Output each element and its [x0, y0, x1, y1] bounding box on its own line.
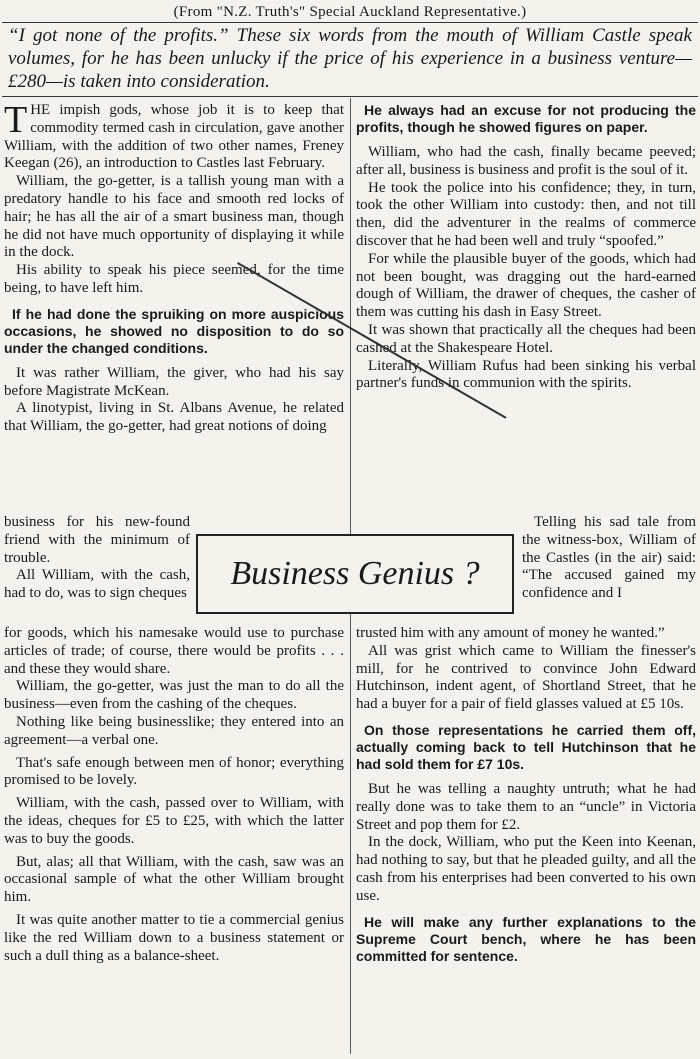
paragraph: He took the police into his confidence; they, in turn, took the other William into custody: then, and not till then, did the adventurer in the realms of commerce discover that he had been well and truly “spoofed.”	[356, 179, 696, 249]
subheading-box: Business Genius ?	[196, 534, 514, 614]
bold-paragraph: He always had an excuse for not producing the profits, though he showed figures on paper.	[356, 102, 696, 135]
column-2	[356, 102, 696, 512]
paragraph: It was rather William, the giver, who had his say before Magistrate McKean.	[4, 364, 344, 399]
paragraph: It was quite another matter to tie a commercial genius like the red William down to a business statement or such a dull thing as a balance-sheet.	[4, 911, 344, 964]
paragraph: Nothing like being businesslike; they entered into an agreement—a verbal one.	[4, 713, 344, 748]
paragraph: Literally, William Rufus had been sinking his verbal partner's funds in communion with the spirits.	[356, 357, 696, 392]
wrap-left-text	[4, 514, 190, 624]
top-rule	[2, 22, 698, 23]
paragraph: William, the go-getter, is a tallish young man with a predatory handle to his face and smooth red locks of hair; he has all the air of a smart business man, though he did not have much opportunity of displaying it while in the dock.	[4, 173, 344, 261]
drop-cap: T	[4, 99, 28, 141]
column-4	[356, 625, 696, 1055]
paragraph: Telling his sad tale from the witness-box, William of the Castles (in the air) said: “The accused gained my confidence and I	[522, 514, 696, 602]
paragraph: trusted him with any amount of money he wanted.”	[356, 625, 665, 641]
wrap-right-text	[522, 514, 696, 624]
intro-paragraph	[4, 99, 344, 173]
paragraph: It was shown that practically all the cheques had been cashed at the Shakespeare Hotel.	[356, 321, 696, 356]
deck-rule	[2, 96, 698, 97]
column-3	[4, 625, 344, 1055]
bold-paragraph: On those representations he carried them off, actually coming back to tell Hutchinson that he had sold them for £7 10s.	[356, 721, 696, 772]
paragraph: That's safe enough between men of honor; everything promised to be lovely.	[4, 754, 344, 789]
paragraph: business for his new-found friend with the minimum of trouble.	[4, 514, 190, 566]
paragraph: But, alas; all that William, with the cash, saw was an occasional sample of what the other William brought him.	[4, 853, 344, 906]
paragraph: All was grist which came to William the finesser's mill, for he contrived to convince John Edward Hutchinson, indent agent, of Shortland Street, that he had a buyer for a pair of field glasses valued at £5 10s.	[356, 642, 696, 713]
column-1	[4, 99, 344, 542]
paragraph: But he was telling a naughty untruth; what he had really done was to take them to an “uncle” in Victoria Street and pop them for £2.	[356, 780, 696, 833]
paragraph: William, the go-getter, was just the man to do all the business—even from the cashing of the cheques.	[4, 678, 344, 713]
intro-text: HE impish gods, whose job it is to keep that commodity termed cash in circulation, gave another William, with the addition of two other names, Freney Keegan (26), an introduction to Castles last February.	[4, 102, 344, 172]
paragraph: William, who had the cash, finally became peeved; after all, business is business and profit is the soul of it.	[356, 144, 696, 178]
bold-paragraph: If he had done the spruiking on more auspicious occasions, he showed no disposition to do so under the changed conditions.	[4, 305, 344, 356]
paragraph: for goods, which his namesake would use to purchase articles of trade; of course, there would be profits . . . and these they would share.	[4, 625, 344, 677]
paragraph: For while the plausible buyer of the goods, which had not been bought, was dragging out the hard-earned dough of William, the drawer of cheques, the casher of them was cutting his dash in Easy Street.	[356, 250, 696, 321]
paragraph: His ability to speak his piece seemed, for the time being, to have left him.	[4, 262, 344, 296]
paragraph: William, with the cash, passed over to William, with the ideas, cheques for £5 to £25, with which the latter was to buy the goods.	[4, 795, 344, 847]
deck-headline: “I got none of the profits.” These six words from the mouth of William Castle speak volumes, for he has been unlucky if the price of his experience in a business venture—£280—is taken into consideration.	[8, 25, 692, 92]
credit-line: (From "N.Z. Truth's" Special Auckland Representative.)	[173, 4, 527, 20]
bold-paragraph: He will make any further explanations to the Supreme Court bench, where he has been committed for sentence.	[356, 913, 696, 964]
paragraph: All William, with the cash, had to do, was to sign cheques	[4, 567, 190, 602]
paragraph: A linotypist, living in St. Albans Avenue, he related that William, the go-getter, had great notions of doing	[4, 400, 344, 435]
paragraph: In the dock, William, who put the Keen into Keenan, had nothing to say, but that he pleaded guilty, and all the cash from his enterprises had been converted to his own use.	[356, 834, 696, 904]
